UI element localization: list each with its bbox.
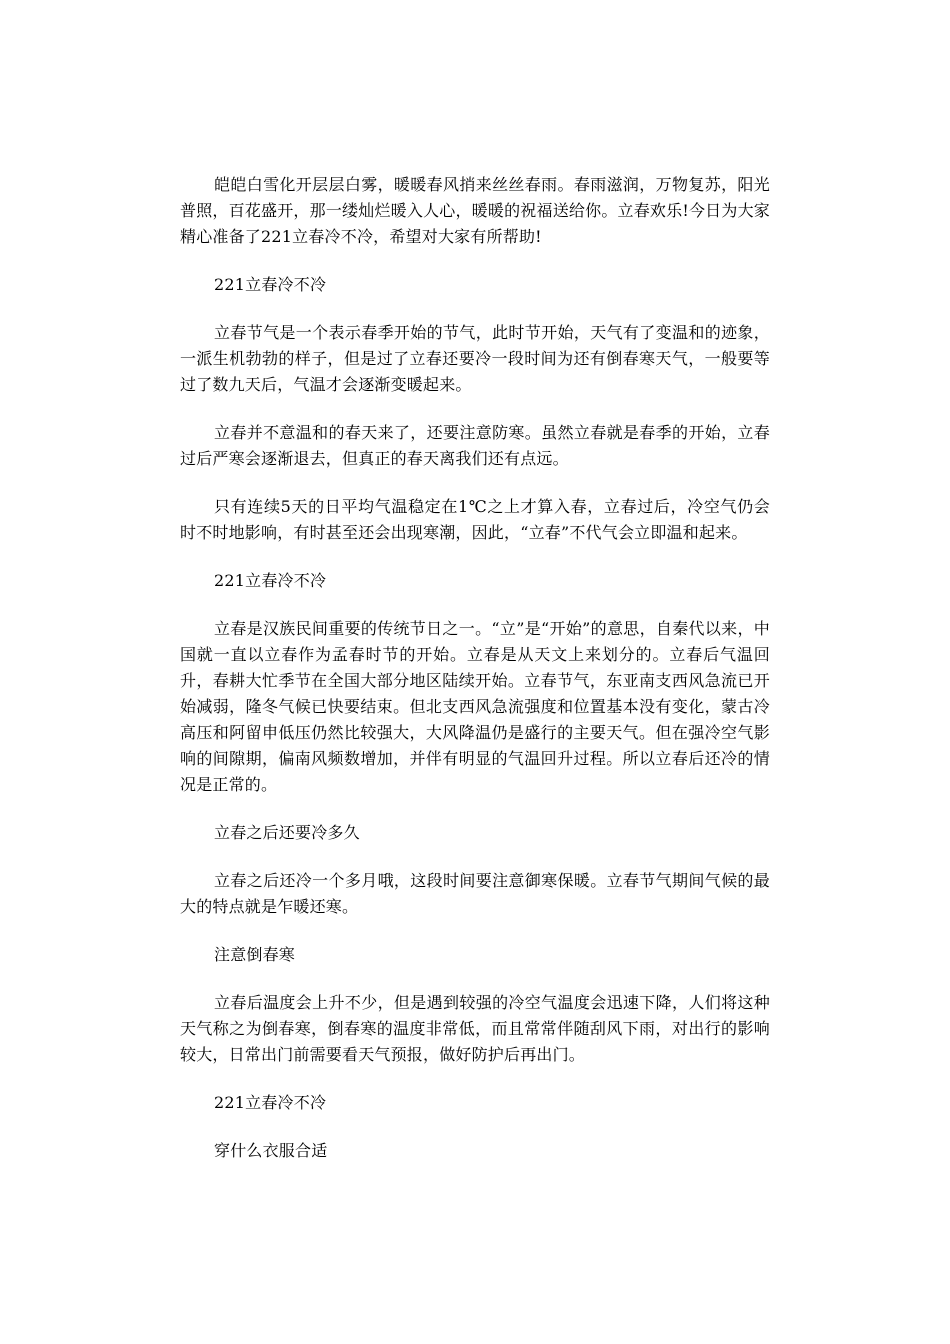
section-heading: 221立春冷不冷 — [214, 571, 327, 590]
body-paragraph: 立春之后还冷一个多月哦，这段时间要注意御寒保暖。立春节气期间气候的最大的特点就是乍暖还寒。 — [180, 871, 770, 916]
intro-paragraph: 皑皑白雪化开层层白雾，暖暖春风捎来丝丝春雨。春雨滋润，万物复苏，阳光普照，百花盛开，那一缕灿烂暖入人心，暖暖的祝福送给你。立春欢乐!今日为大家精心准备了221立春冷不冷，希望对大家有所帮助! — [180, 175, 770, 246]
section-heading: 221立春冷不冷 — [214, 275, 327, 294]
body-paragraph: 立春并不意温和的春天来了，还要注意防寒。虽然立春就是春季的开始，立春过后严寒会逐渐退去，但真正的春天离我们还有点远。 — [180, 423, 770, 468]
section-heading: 立春之后还要冷多久 — [214, 823, 360, 842]
document-page — [180, 172, 770, 1186]
body-paragraph: 立春后温度会上升不少，但是遇到较强的冷空气温度会迅速下降，人们将这种天气称之为倒春寒，倒春寒的温度非常低，而且常常伴随刮风下雨，对出行的影响较大，日常出门前需要看天气预报，做好防护后再出门。 — [180, 993, 770, 1064]
section-heading: 221立春冷不冷 — [214, 1093, 327, 1112]
body-paragraph: 立春节气是一个表示春季开始的节气，此时节开始，天气有了变温和的迹象，一派生机勃勃的样子，但是过了立春还要冷一段时间为还有倒春寒天气，一般要等过了数九天后，气温才会逐渐变暖起来。 — [180, 323, 770, 394]
section-heading: 穿什么衣服合适 — [214, 1141, 328, 1160]
body-paragraph: 立春是汉族民间重要的传统节日之一。“立”是“开始”的意思，自秦代以来，中国就一直以立春作为孟春时节的开始。立春是从天文上来划分的。立春后气温回升，春耕大忙季节在全国大部分地区陆续开始。立春节气，东亚南支西风急流已开始减弱，隆冬气候已快要结束。但北支西风急流强度和位置基本没有变化，蒙古冷高压和阿留申低压仍然比较强大，大风降温仍是盛行的主要天气。但在强冷空气影响的间隙期，偏南风频数增加，并伴有明显的气温回升过程。所以立春后还冷的情况是正常的。 — [180, 619, 770, 794]
section-heading: 注意倒春寒 — [214, 945, 296, 964]
body-paragraph: 只有连续5天的日平均气温稳定在1℃之上才算入春，立春过后，冷空气仍会时不时地影响，有时甚至还会出现寒潮，因此，“立春”不代气会立即温和起来。 — [180, 497, 770, 542]
